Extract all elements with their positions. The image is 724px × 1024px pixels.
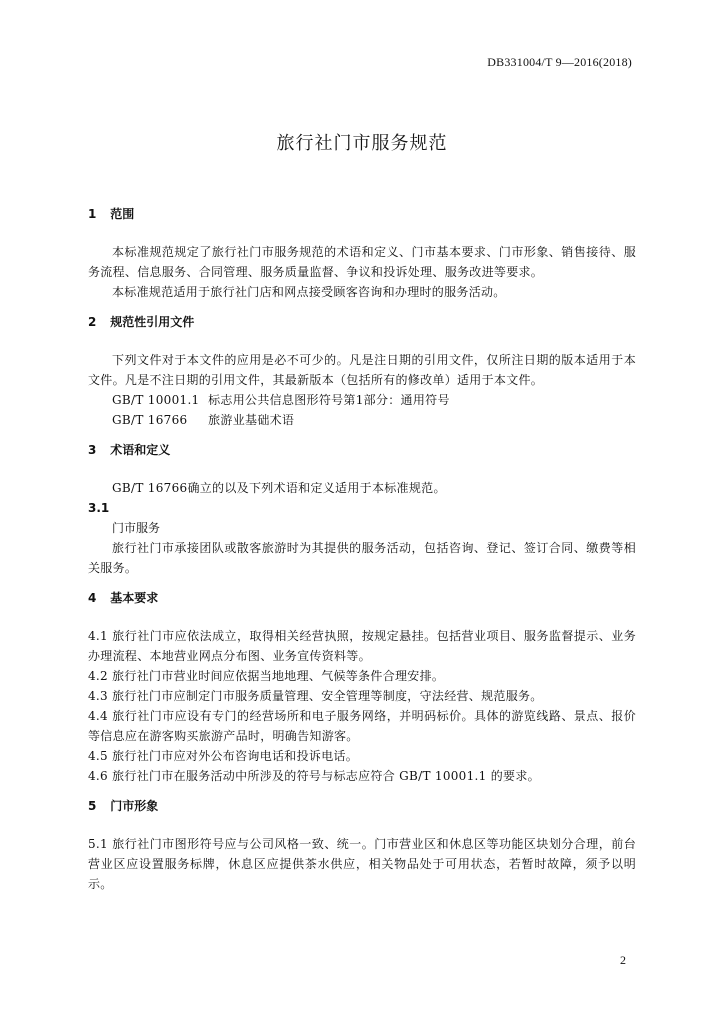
section-heading-4 [88, 588, 636, 608]
paragraph: 下列文件对于本文件的应用是必不可少的。凡是注日期的引用文件，仅所注日期的版本适用于本文件。凡是不注日期的引用文件，其最新版本（包括所有的修改单）适用于本文件。 [88, 353, 636, 387]
normative-reference [88, 410, 636, 430]
reference-title: 标志用公共信息图形符号第1部分：通用符号 [208, 393, 450, 407]
section-number: 3 [88, 443, 97, 457]
reference-code: GB/T 10001.1 [112, 393, 200, 407]
section-number: 1 [88, 207, 97, 221]
section-title: 规范性引用文件 [110, 315, 195, 329]
normative-reference [88, 390, 636, 410]
section-title: 门市形象 [110, 799, 159, 813]
clause-item: 4.1 旅行社门市应依法成立，取得相关经营执照，按规定悬挂。包括营业项目、服务监督提示、业务办理流程、本地营业网点分布图、业务宣传资料等。 [88, 629, 636, 663]
clause-item: 4.3 旅行社门市应制定门市服务质量管理、安全管理等制度，守法经营、规范服务。 [88, 689, 543, 703]
section-heading-1 [88, 204, 636, 224]
section-number: 2 [88, 315, 97, 329]
section-title: 范围 [110, 207, 135, 221]
paragraph: GB/T 16766确立的以及下列术语和定义适用于本标准规范。 [112, 481, 446, 495]
document-body [88, 204, 636, 894]
page-title: 旅行社门市服务规范 [276, 133, 448, 154]
section-number: 5 [88, 799, 97, 813]
document-code: DB331004/T 9—2016(2018) [487, 55, 632, 69]
clause-item: 4.4 旅行社门市应设有专门的经营场所和电子服务网络，并明码标价。具体的游览线路、景点、报价等信息应在游客购买旅游产品时，明确告知游客。 [88, 709, 636, 743]
paragraph: 本标准规范规定了旅行社门市服务规范的术语和定义、门市基本要求、门市形象、销售接待、服务流程、信息服务、合同管理、服务质量监督、争议和投诉处理、服务改进等要求。 [88, 245, 636, 279]
section-heading-2 [88, 312, 636, 332]
section-heading-3 [88, 440, 636, 460]
reference-title: 旅游业基础术语 [208, 413, 295, 427]
section-number: 4 [88, 591, 97, 605]
paragraph: 本标准规范适用于旅行社门店和网点接受顾客咨询和办理时的服务活动。 [112, 285, 506, 299]
section-title: 术语和定义 [110, 443, 171, 457]
section-title: 基本要求 [110, 591, 159, 605]
subclause-number: 3.1 [88, 501, 110, 515]
clause-item: 4.2 旅行社门市营业时间应依据当地地理、气候等条件合理安排。 [88, 669, 445, 683]
clause-item: 4.5 旅行社门市应对外公布咨询电话和投诉电话。 [88, 749, 359, 763]
clause-item: 4.6 旅行社门市在服务活动中所涉及的符号与标志应符合 GB/T 10001.1 的要求。 [88, 769, 540, 783]
page-number: 2 [620, 953, 626, 967]
term-definition: 旅行社门市承接团队或散客旅游时为其提供的服务活动，包括咨询、登记、签订合同、缴费等相关服务。 [88, 541, 636, 575]
clause-item: 5.1 旅行社门市图形符号应与公司风格一致、统一。门市营业区和休息区等功能区块划分合理，前台营业区应设置服务标牌，休息区应提供茶水供应，相关物品处于可用状态，若暂时故障，须予以明示。 [88, 837, 636, 891]
reference-code: GB/T 16766 [112, 413, 188, 427]
section-heading-5 [88, 796, 636, 816]
term: 门市服务 [112, 521, 161, 535]
